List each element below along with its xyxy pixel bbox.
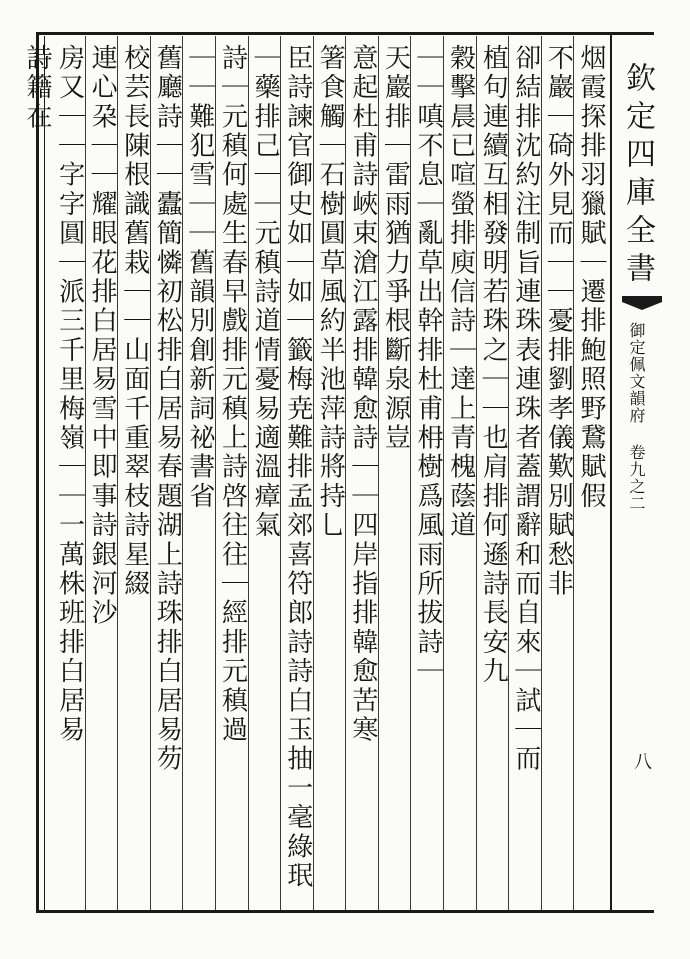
column-rule — [215, 36, 216, 910]
column-rule — [280, 36, 281, 910]
text-column: 臣詩諫官御史如｜如｜籤梅尭難排孟郊喜符郎詩詩白玉抽一毫綠珉 — [282, 44, 313, 891]
column-rule — [410, 36, 411, 910]
page-number: 八 — [631, 752, 652, 770]
column-rule — [541, 36, 542, 910]
column-rule — [443, 36, 444, 910]
column-rule — [345, 36, 346, 910]
margin-title: 欽定四庫全書 — [620, 62, 655, 290]
text-column: 詩籍在 — [21, 44, 52, 132]
column-rule — [85, 36, 86, 910]
text-column: 烟霞探排羽獵賦｜遷排鮑照野鵞賦假 — [575, 44, 606, 512]
text-column: 卻結排沈約注制旨連珠表連珠者蓋謂辭和而自來｜試｜而 — [510, 44, 541, 774]
column-rule — [248, 36, 249, 910]
column-rule — [313, 36, 314, 910]
text-column: 意起杜甫詩峽束滄江露排韓愈詩｜｜四岸指排韓愈苦寒 — [347, 44, 378, 745]
text-column: ｜｜嗔不息｜亂草出幹排杜甫枏樹爲風雨所拔詩｜ — [413, 44, 444, 687]
text-column: 校芸長陳根識舊栽｜｜山面千重翠枝詩星綴 — [119, 44, 150, 599]
text-column: 植句連續互相發明若珠之｜｜也肩排何遜詩長安九 — [478, 44, 509, 687]
fish-tail-ornament — [622, 296, 662, 310]
column-rule — [182, 36, 183, 910]
column-rule — [378, 36, 379, 910]
frame-top-rule — [36, 32, 654, 35]
text-column: 房又｜｜字字圓｜派三千里梅嶺｜｜一萬株班排白居易 — [54, 44, 85, 745]
text-column: 連心朶｜｜耀眼花排白居易雪中即事詩銀河沙 — [87, 44, 118, 628]
text-column: 詩｜元稹何處生春早戲排元稹上詩啓往往｜經排元稹過 — [217, 44, 248, 745]
text-column: 舊廳詩｜｜蠹簡憐初松排白居易春題湖上詩珠排白居易芴 — [152, 44, 183, 774]
column-rule — [117, 36, 118, 910]
column-rule — [150, 36, 151, 910]
text-column: ｜｜難犯雪｜｜舊韻別創新詞祕書省 — [184, 44, 215, 512]
frame-bottom-rule — [36, 910, 654, 913]
text-column: 不巖｜碕外見而｜｜憂排劉孝儀歎別賦愁非 — [543, 44, 574, 599]
column-rule — [573, 36, 574, 910]
text-column: ｜藥排己｜｜元稹詩道情憂易適溫瘴氣 — [250, 44, 281, 541]
text-column: 天巖排｜雷雨猶力爭根斷泉源豈 — [380, 44, 411, 453]
margin-left-rule — [610, 32, 612, 913]
column-rule — [476, 36, 477, 910]
column-rule — [508, 36, 509, 910]
inner-margin-label: 御定佩文韻府 卷九之二 — [627, 322, 646, 512]
text-column: 穀擊晨已喧螢排庾信詩｜達上青槐蔭道 — [445, 44, 476, 541]
text-column: 箸食觸｜石樹圓草風約半池萍詩將持乚 — [315, 44, 346, 541]
